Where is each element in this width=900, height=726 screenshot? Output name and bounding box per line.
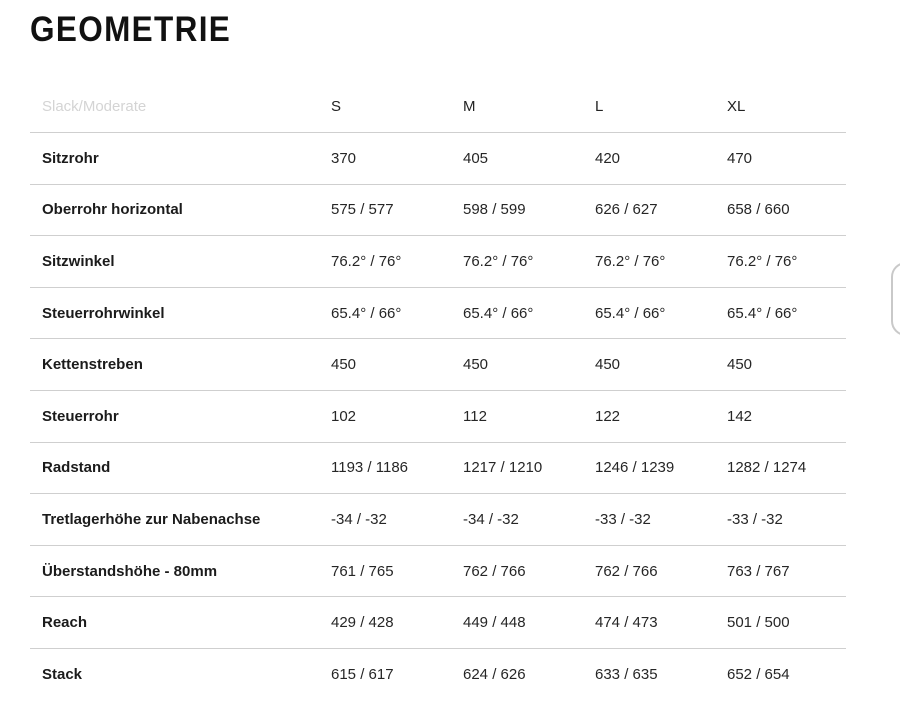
table-cell: 1282 / 1274	[727, 442, 846, 494]
table-cell: 450	[331, 339, 463, 391]
table-cell: 575 / 577	[331, 184, 463, 236]
row-label: Stack	[42, 665, 83, 683]
table-cell: 420	[595, 133, 727, 185]
variant-label: Slack/Moderate	[30, 81, 331, 133]
size-header-s: S	[331, 81, 463, 133]
table-row	[30, 287, 846, 339]
table-cell: 450	[727, 339, 846, 391]
size-header-m: M	[463, 81, 595, 133]
table-row	[30, 339, 846, 391]
table-cell: 761 / 765	[331, 545, 463, 597]
table-cell: 370	[331, 133, 463, 185]
size-header-l: L	[595, 81, 727, 133]
table-cell: 658 / 660	[727, 184, 846, 236]
table-cell: -34 / -32	[463, 494, 595, 546]
table-cell: -33 / -32	[595, 494, 727, 546]
table-cell: 598 / 599	[463, 184, 595, 236]
table-row	[30, 184, 846, 236]
table-cell: 405	[463, 133, 595, 185]
table-cell: 65.4° / 66°	[595, 287, 727, 339]
row-label: Überstandshöhe - 80mm	[30, 545, 331, 597]
table-cell: 501 / 500	[727, 597, 846, 649]
table-row	[30, 236, 846, 288]
row-label: Radstand	[30, 442, 331, 494]
table-cell: 626 / 627	[595, 184, 727, 236]
table-cell: 762 / 766	[463, 545, 595, 597]
table-cell: -33 / -32	[727, 494, 846, 546]
table-row	[30, 648, 846, 699]
table-cell: 1217 / 1210	[463, 442, 595, 494]
table-cell: 624 / 626	[463, 665, 526, 683]
table-cell: 474 / 473	[595, 597, 727, 649]
table-cell: 76.2° / 76°	[463, 236, 595, 288]
table-cell: 142	[727, 390, 846, 442]
table-cell: 429 / 428	[331, 597, 463, 649]
table-row	[30, 494, 846, 546]
table-cell: -34 / -32	[331, 494, 463, 546]
table-row	[30, 133, 846, 185]
table-row	[30, 442, 846, 494]
table-cell: 1193 / 1186	[331, 442, 463, 494]
table-header-row	[30, 81, 846, 133]
table-cell: 65.4° / 66°	[727, 287, 846, 339]
row-label: Steuerrohr	[30, 390, 331, 442]
table-row	[30, 390, 846, 442]
table-cell: 1246 / 1239	[595, 442, 727, 494]
table-cell: 122	[595, 390, 727, 442]
row-label: Sitzwinkel	[30, 236, 331, 288]
table-cell: 112	[463, 390, 595, 442]
table-cell: 762 / 766	[595, 545, 727, 597]
row-label: Steuerrohrwinkel	[30, 287, 331, 339]
row-label: Tretlagerhöhe zur Nabenachse	[30, 494, 331, 546]
table-cell: 76.2° / 76°	[727, 236, 846, 288]
table-cell: 763 / 767	[727, 545, 846, 597]
row-label: Kettenstreben	[30, 339, 331, 391]
table-cell: 65.4° / 66°	[463, 287, 595, 339]
table-cell: 470	[727, 133, 846, 185]
row-label: Sitzrohr	[30, 133, 331, 185]
table-cell: 652 / 654	[727, 665, 790, 683]
table-cell: 450	[463, 339, 595, 391]
table-cell: 449 / 448	[463, 597, 595, 649]
table-cell: 76.2° / 76°	[595, 236, 727, 288]
size-header-xl: XL	[727, 81, 846, 133]
table-cell: 615 / 617	[331, 665, 394, 683]
table-cell: 450	[595, 339, 727, 391]
table-cell: 76.2° / 76°	[331, 236, 463, 288]
table-cell: 633 / 635	[595, 665, 658, 683]
row-label: Reach	[30, 597, 331, 649]
geometry-table	[30, 81, 846, 700]
table-row	[30, 597, 846, 649]
table-row	[30, 545, 846, 597]
table-cell: 65.4° / 66°	[331, 287, 463, 339]
page-title: GEOMETRIE	[30, 10, 232, 49]
scroll-indicator[interactable]	[891, 262, 900, 336]
table-cell: 102	[331, 390, 463, 442]
row-label: Oberrohr horizontal	[30, 184, 331, 236]
